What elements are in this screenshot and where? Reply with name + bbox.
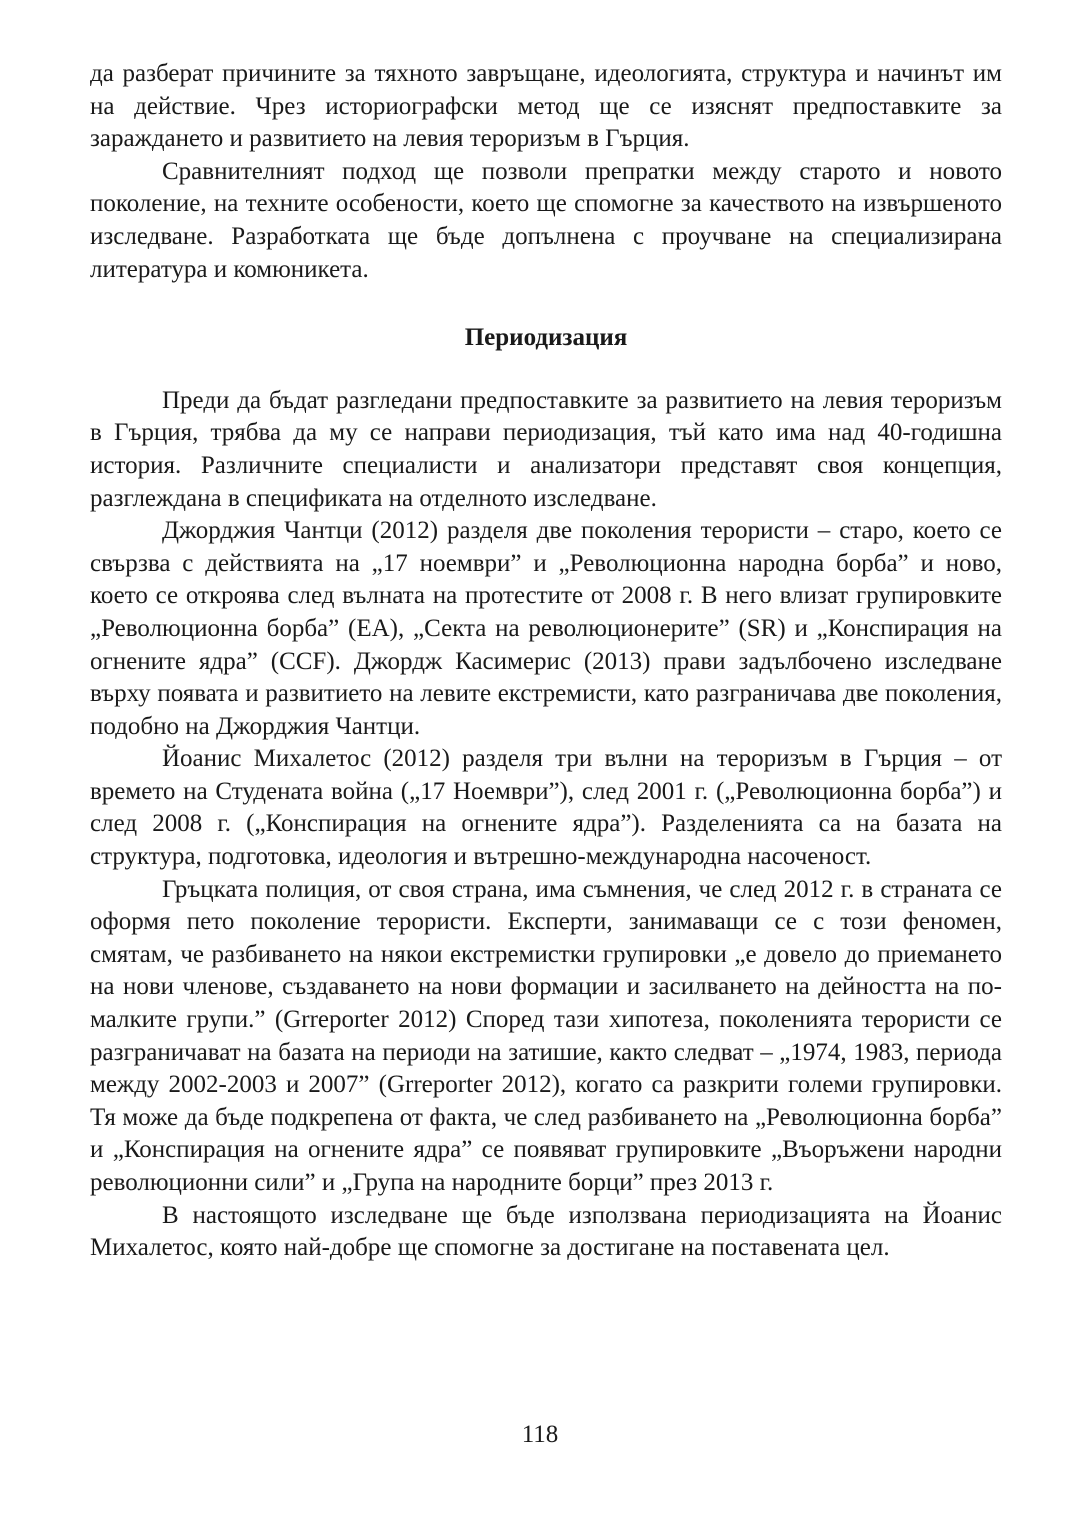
page-body — [90, 58, 1002, 1265]
body-paragraph-2: Джорджия Чантци (2012) разделя две поколения терористи – старо, което се свързва с действията на „17 ноември” и „Революционна народна борба” и ново, което се откроява след вълната на протестите от 2008 г. В него влизат групировките „Революционна борба” (ЕА), „Секта на революционерите” (SR) и „Конспирация на огнените ядра” (CCF). Джордж Касимерис (2013) прави задълбочено изследване върху появата и развитието на левите екстремисти, като разграничава две поколения, подобно на Джорджия Чантци. — [90, 517, 1002, 740]
intro-paragraph-1: да разберат причините за тяхното завръщане, идеологията, структура и начинът им на действие. Чрез историографски метод ще се изяснят предпоставките за зараждането и развитието на левия тероризъм в Гърция. — [90, 60, 1002, 153]
section-heading: Периодизация — [464, 324, 628, 352]
page-number: 118 — [521, 1421, 559, 1448]
body-paragraph-4: Гръцката полиция, от своя страна, има съмнения, че след 2012 г. в страната се оформя пето поколение терористи. Експерти, занимаващи се с този феномен, смятам, че разбиването на някои екстремистки групировки „е довело до приемането на нови членове, създаването на нови формации и засилването на дейността на по-малките групи.” (Grreporter 2012) Според тази хипотеза, поколенията терористи се разграничават на базата на периоди на затишие, както следват – „1974, 1983, периода между 2002-2003 и 2007” (Grreporter 2012), когато са разкрити големи групировки. Тя може да бъде подкрепена от факта, че след разбиването на „Революционна борба” и „Конспирация на огнените ядра” се появяват групировките „Въоръжени народни революционни сили” и „Група на народните борци” през 2013 г. — [90, 875, 1002, 1196]
intro-paragraph-2: Сравнителният подход ще позволи препратки между старото и новото поколение, на техните особености, което ще спомогне за качеството на извършеното изследване. Разработката ще бъде допълнена с проучване на специализирана литература и комюникета. — [90, 157, 1002, 283]
body-paragraph-3: Йоанис Михалетос (2012) разделя три вълни на тероризъм в Гърция – от времето на Студената война („17 Ноември”), след 2001 г. („Революционна борба”) и след 2008 г. („Конспирация на огнените ядра”). Разделенията са на базата на структура, подготовка, идеология и вътрешно-международна насоченост. — [90, 745, 1002, 871]
body-paragraph-1: Преди да бъдат разгледани предпоставките за развитието на левия тероризъм в Гърция, трябва да му се направи периодизация, тъй като има над 40-годишна история. Различните специалисти и анализатори представят своя концепция, разглеждана в спецификата на отделното изследване. — [90, 386, 1002, 512]
body-paragraph-5: В настоящото изследване ще бъде използвана периодизацията на Йоанис Михалетос, която най-добре ще спомогне за достигане на поставената цел. — [90, 1201, 1002, 1262]
